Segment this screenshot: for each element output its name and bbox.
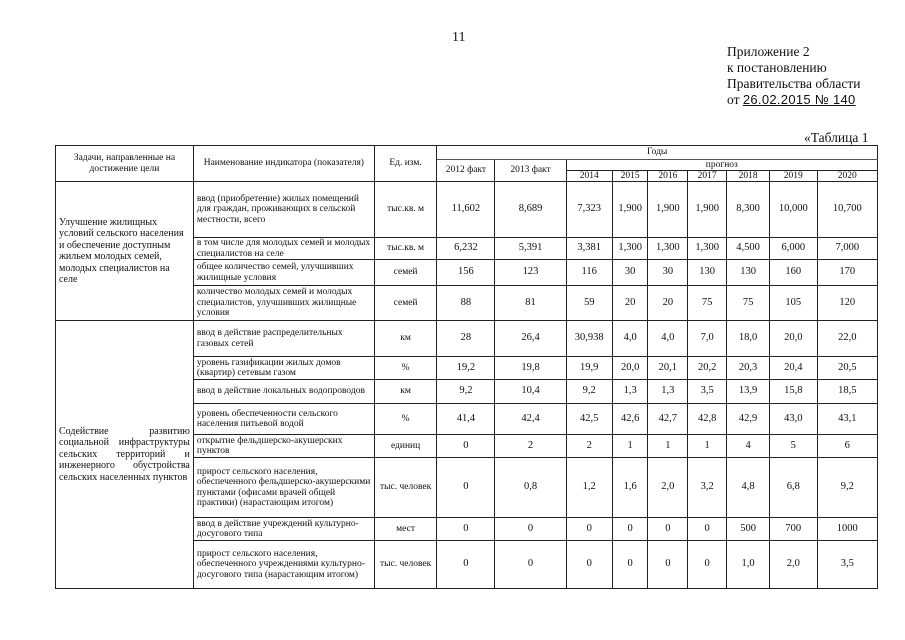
- value-cell: 123: [495, 260, 566, 286]
- unit-cell: тыс. человек: [374, 541, 436, 589]
- value-cell: 26,4: [495, 321, 566, 357]
- value-cell: 0: [688, 518, 727, 541]
- value-cell: 18,0: [727, 321, 770, 357]
- value-cell: 1,900: [612, 182, 648, 238]
- value-cell: 1,900: [688, 182, 727, 238]
- header-forecast-year: 2019: [770, 171, 817, 182]
- value-cell: 42,6: [612, 404, 648, 435]
- value-cell: 4,8: [727, 458, 770, 518]
- value-cell: 3,2: [688, 458, 727, 518]
- value-cell: 20,4: [770, 357, 817, 380]
- value-cell: 4: [727, 435, 770, 458]
- value-cell: 42,9: [727, 404, 770, 435]
- value-cell: 0: [566, 541, 612, 589]
- value-cell: 1,300: [688, 238, 727, 260]
- value-cell: 19,2: [437, 357, 495, 380]
- unit-cell: тыс.кв. м: [374, 238, 436, 260]
- unit-cell: единиц: [374, 435, 436, 458]
- header-tasks: Задачи, направленные на достижение цели: [56, 146, 194, 182]
- value-cell: 2,0: [770, 541, 817, 589]
- value-cell: 9,2: [437, 380, 495, 404]
- value-cell: 42,8: [688, 404, 727, 435]
- value-cell: 13,9: [727, 380, 770, 404]
- appendix-date-line: [727, 92, 860, 108]
- header-forecast-year: 2020: [817, 171, 878, 182]
- value-cell: 88: [437, 286, 495, 321]
- value-cell: 43,0: [770, 404, 817, 435]
- value-cell: 1,300: [648, 238, 688, 260]
- indicator-cell: ввод в действие распределительных газовых сетей: [193, 321, 374, 357]
- value-cell: 1: [648, 435, 688, 458]
- value-cell: 105: [770, 286, 817, 321]
- value-cell: 700: [770, 518, 817, 541]
- value-cell: 20,0: [770, 321, 817, 357]
- indicators-table: [55, 145, 878, 589]
- value-cell: 5: [770, 435, 817, 458]
- unit-cell: тыс.кв. м: [374, 182, 436, 238]
- value-cell: 19,8: [495, 357, 566, 380]
- value-cell: 1,300: [612, 238, 648, 260]
- unit-cell: семей: [374, 286, 436, 321]
- value-cell: 6,232: [437, 238, 495, 260]
- value-cell: 0: [612, 518, 648, 541]
- value-cell: 42,7: [648, 404, 688, 435]
- unit-cell: %: [374, 357, 436, 380]
- header-row-1: [56, 146, 878, 160]
- value-cell: 59: [566, 286, 612, 321]
- value-cell: 42,5: [566, 404, 612, 435]
- value-cell: 1,6: [612, 458, 648, 518]
- appendix-line-1: Приложение 2: [727, 44, 810, 59]
- value-cell: 18,5: [817, 380, 878, 404]
- value-cell: 20: [648, 286, 688, 321]
- value-cell: 0: [612, 541, 648, 589]
- value-cell: 43,1: [817, 404, 878, 435]
- value-cell: 15,8: [770, 380, 817, 404]
- indicator-cell: прирост сельского населения, обеспеченного фельдшерско-акушерскими пунктами (офисами врачей общей практики) (нарастающим итогом): [193, 458, 374, 518]
- appendix-date-value: 26.02.2015 № 140: [742, 92, 856, 107]
- page-number: 11: [452, 30, 466, 45]
- unit-cell: км: [374, 380, 436, 404]
- value-cell: 1,3: [648, 380, 688, 404]
- value-cell: 9,2: [566, 380, 612, 404]
- indicator-cell: общее количество семей, улучшивших жилищные условия: [193, 260, 374, 286]
- value-cell: 30: [648, 260, 688, 286]
- value-cell: 0: [648, 541, 688, 589]
- unit-cell: тыс. человек: [374, 458, 436, 518]
- value-cell: 41,4: [437, 404, 495, 435]
- value-cell: 20,2: [688, 357, 727, 380]
- value-cell: 170: [817, 260, 878, 286]
- header-forecast-year: 2016: [648, 171, 688, 182]
- unit-cell: мест: [374, 518, 436, 541]
- unit-cell: семей: [374, 260, 436, 286]
- value-cell: 7,323: [566, 182, 612, 238]
- value-cell: 2,0: [648, 458, 688, 518]
- value-cell: 6,8: [770, 458, 817, 518]
- value-cell: 7,000: [817, 238, 878, 260]
- value-cell: 4,0: [612, 321, 648, 357]
- value-cell: 10,700: [817, 182, 878, 238]
- value-cell: 0: [648, 518, 688, 541]
- value-cell: 8,300: [727, 182, 770, 238]
- header-year-2013: 2013 факт: [495, 160, 566, 182]
- indicator-cell: уровень газификации жилых домов (квартир) сетевым газом: [193, 357, 374, 380]
- table-row: [56, 182, 878, 238]
- value-cell: 28: [437, 321, 495, 357]
- appendix-line-3: Правительства области: [727, 76, 861, 91]
- header-forecast-year: 2018: [727, 171, 770, 182]
- header-indicator: Наименование индикатора (показателя): [193, 146, 374, 182]
- value-cell: 500: [727, 518, 770, 541]
- value-cell: 2: [495, 435, 566, 458]
- header-forecast-year: 2017: [688, 171, 727, 182]
- value-cell: 130: [688, 260, 727, 286]
- value-cell: 130: [727, 260, 770, 286]
- value-cell: 4,500: [727, 238, 770, 260]
- value-cell: 75: [727, 286, 770, 321]
- header-forecast-year: 2015: [612, 171, 648, 182]
- value-cell: 120: [817, 286, 878, 321]
- value-cell: 81: [495, 286, 566, 321]
- indicator-cell: ввод в действие учреждений культурно-досугового типа: [193, 518, 374, 541]
- value-cell: 2: [566, 435, 612, 458]
- value-cell: 20,0: [612, 357, 648, 380]
- value-cell: 160: [770, 260, 817, 286]
- value-cell: 0: [437, 518, 495, 541]
- appendix-block: [727, 44, 860, 108]
- value-cell: 0: [566, 518, 612, 541]
- value-cell: 20: [612, 286, 648, 321]
- header-forecast-year: 2014: [566, 171, 612, 182]
- appendix-line-2: к постановлению: [727, 60, 827, 75]
- table-caption: «Таблица 1: [804, 130, 869, 145]
- value-cell: 20,3: [727, 357, 770, 380]
- value-cell: 0: [495, 518, 566, 541]
- value-cell: 116: [566, 260, 612, 286]
- indicator-cell: количество молодых семей и молодых специалистов, улучшивших жилищные условия: [193, 286, 374, 321]
- value-cell: 4,0: [648, 321, 688, 357]
- value-cell: 1,900: [648, 182, 688, 238]
- value-cell: 10,4: [495, 380, 566, 404]
- value-cell: 156: [437, 260, 495, 286]
- value-cell: 0: [437, 458, 495, 518]
- value-cell: 6,000: [770, 238, 817, 260]
- value-cell: 1,0: [727, 541, 770, 589]
- value-cell: 20,5: [817, 357, 878, 380]
- value-cell: 20,1: [648, 357, 688, 380]
- value-cell: 3,5: [688, 380, 727, 404]
- value-cell: 42,4: [495, 404, 566, 435]
- value-cell: 6: [817, 435, 878, 458]
- value-cell: 0: [495, 541, 566, 589]
- value-cell: 1: [612, 435, 648, 458]
- indicator-cell: ввод в действие локальных водопроводов: [193, 380, 374, 404]
- value-cell: 0: [688, 541, 727, 589]
- unit-cell: км: [374, 321, 436, 357]
- value-cell: 7,0: [688, 321, 727, 357]
- table-row: [56, 321, 878, 357]
- value-cell: 11,602: [437, 182, 495, 238]
- value-cell: 5,391: [495, 238, 566, 260]
- header-year-2012: 2012 факт: [437, 160, 495, 182]
- header-years: Годы: [437, 146, 878, 160]
- task-cell: Содействие развитию социальной инфраструктуры сельских территорий и инженерного обустройства сельских населенных пунктов: [56, 321, 194, 589]
- value-cell: 9,2: [817, 458, 878, 518]
- indicator-cell: прирост сельского населения, обеспеченного учреждениями культурно-досугового типа (нарастающим итогом): [193, 541, 374, 589]
- value-cell: 3,5: [817, 541, 878, 589]
- value-cell: 30,938: [566, 321, 612, 357]
- value-cell: 1,2: [566, 458, 612, 518]
- header-forecast: прогноз: [566, 160, 877, 171]
- indicator-cell: уровень обеспеченности сельского населения питьевой водой: [193, 404, 374, 435]
- value-cell: 22,0: [817, 321, 878, 357]
- unit-cell: %: [374, 404, 436, 435]
- value-cell: 0: [437, 435, 495, 458]
- task-cell: Улучшение жилищных условий сельского населения и обеспечение доступным жильем молодых семей, молодых специалистов на селе: [56, 182, 194, 321]
- table-body: [56, 146, 878, 589]
- indicator-cell: в том числе для молодых семей и молодых специалистов на селе: [193, 238, 374, 260]
- value-cell: 19,9: [566, 357, 612, 380]
- value-cell: 1,3: [612, 380, 648, 404]
- value-cell: 30: [612, 260, 648, 286]
- value-cell: 1: [688, 435, 727, 458]
- value-cell: 10,000: [770, 182, 817, 238]
- value-cell: 75: [688, 286, 727, 321]
- indicator-cell: ввод (приобретение) жилых помещений для граждан, проживающих в сельской местности, всего: [193, 182, 374, 238]
- value-cell: 8,689: [495, 182, 566, 238]
- value-cell: 1000: [817, 518, 878, 541]
- value-cell: 3,381: [566, 238, 612, 260]
- value-cell: 0,8: [495, 458, 566, 518]
- indicator-cell: открытие фельдшерско-акушерских пунктов: [193, 435, 374, 458]
- appendix-date-prefix: от: [727, 92, 740, 107]
- value-cell: 0: [437, 541, 495, 589]
- header-unit: Ед. изм.: [374, 146, 436, 182]
